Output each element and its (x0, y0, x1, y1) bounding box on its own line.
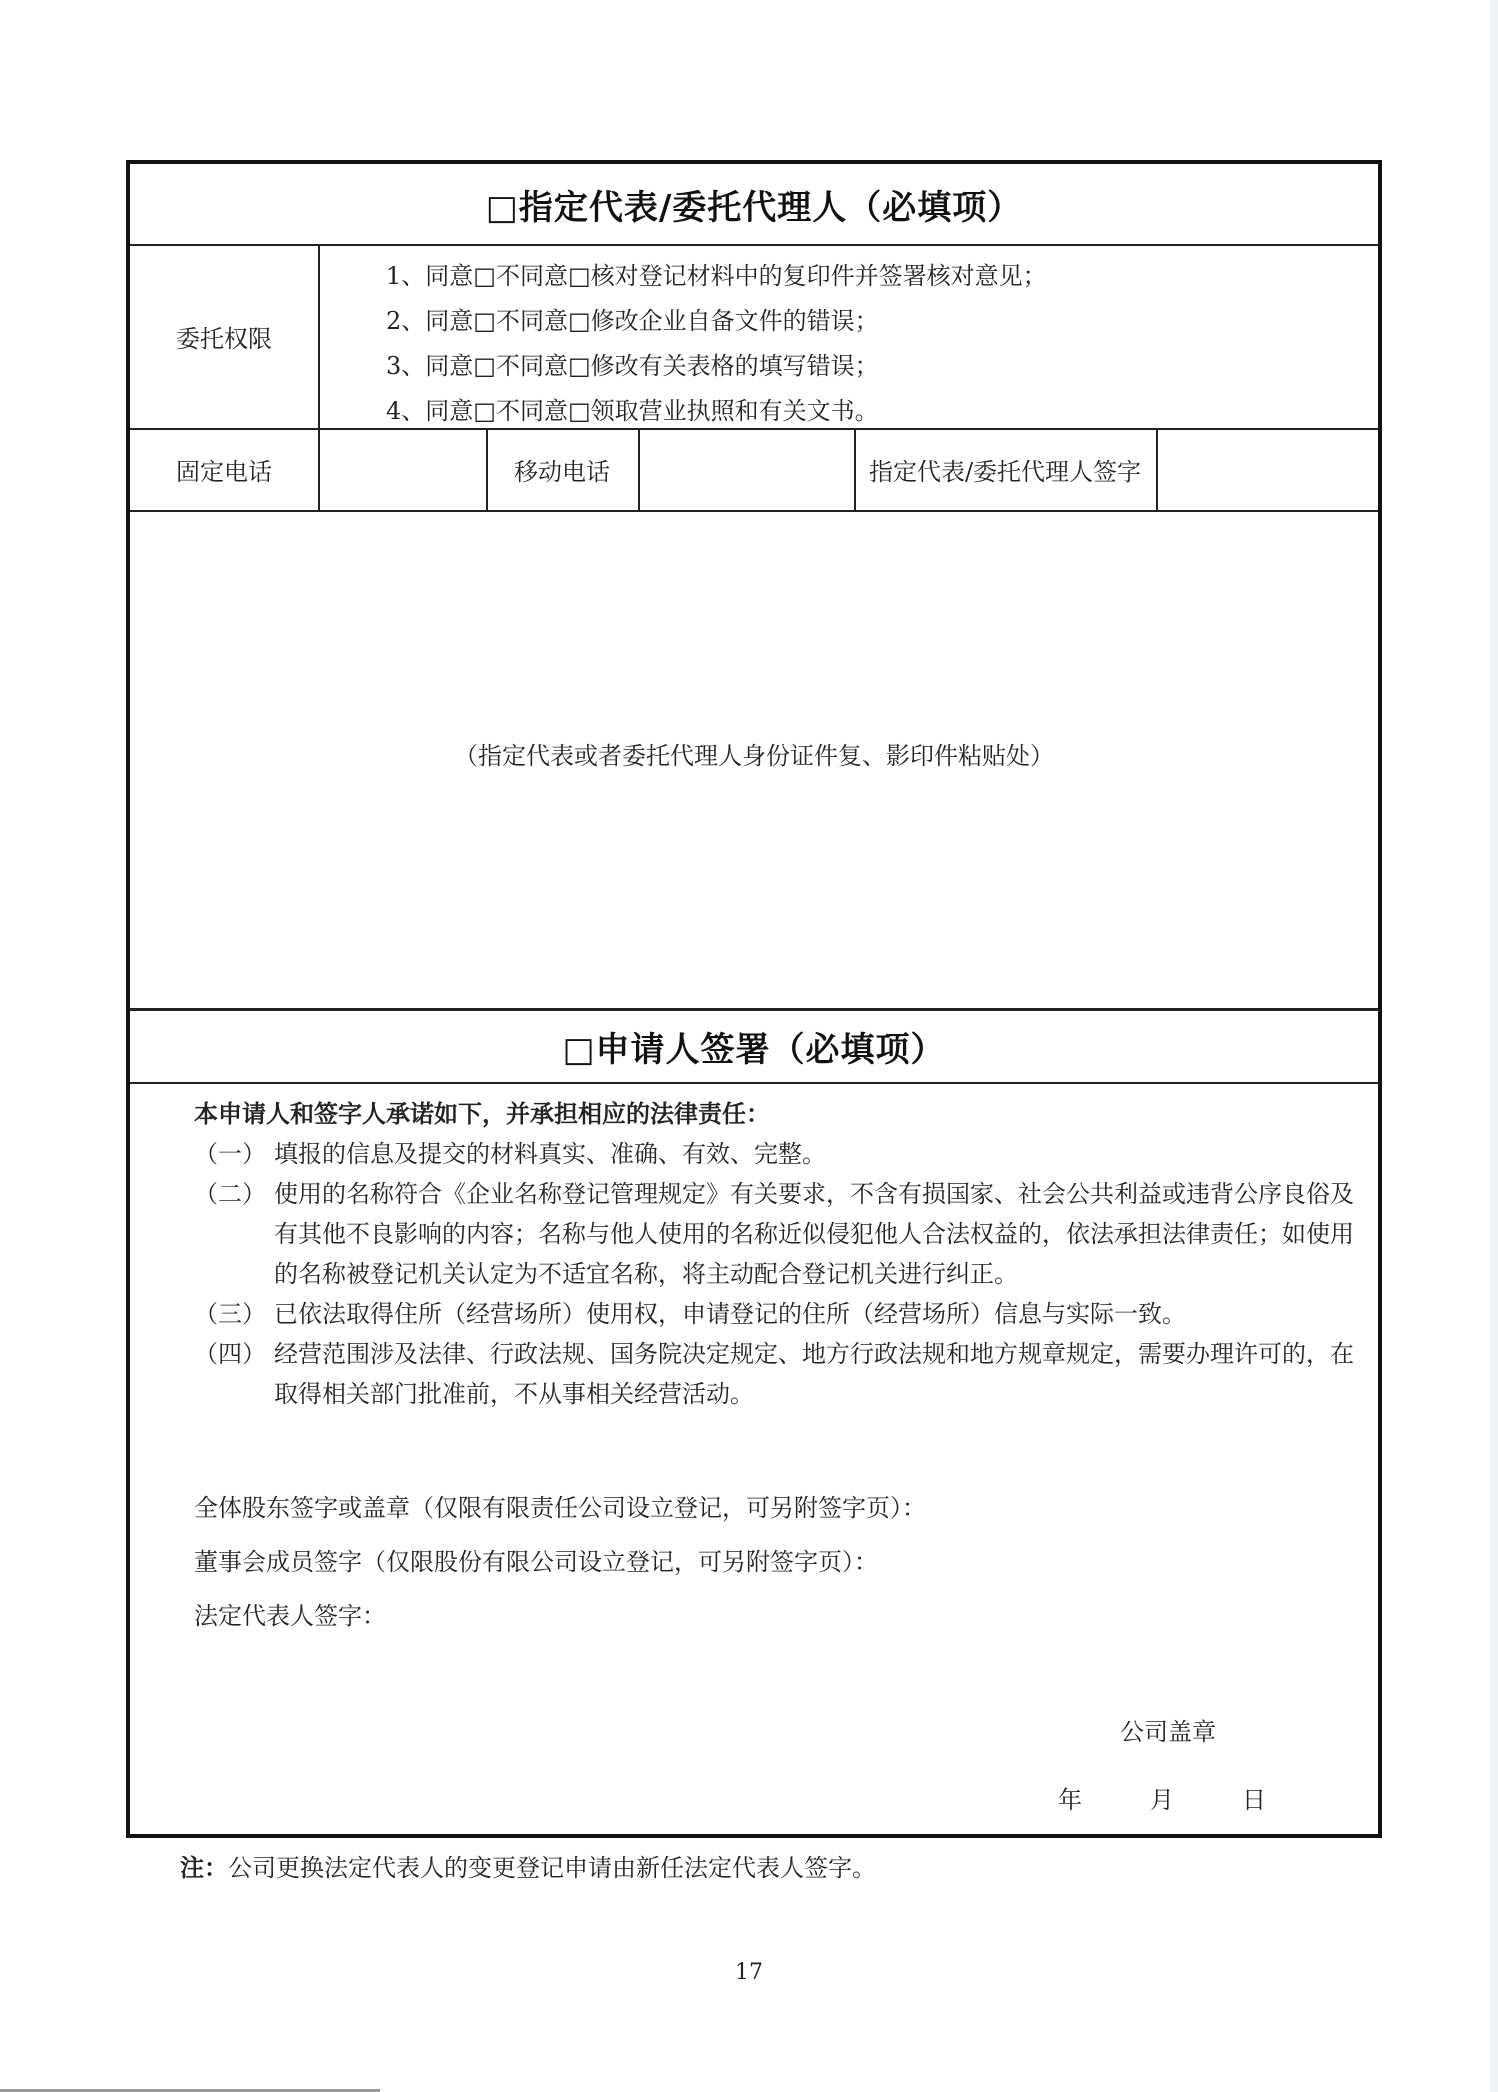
date-year: 年 (1058, 1786, 1082, 1814)
pledge-block (194, 1094, 1354, 1414)
divider (1156, 428, 1158, 510)
mobile-phone-label: 移动电话 (514, 457, 610, 486)
pledge-item (194, 1174, 1354, 1294)
authority-item-3: 3、同意□不同意□修改有关表格的填写错误； (386, 352, 879, 380)
section1-title: □指定代表/委托代理人（必填项） (485, 187, 1023, 228)
authority-item-1: 1、同意□不同意□核对登记材料中的复印件并签署核对意见； (386, 262, 1047, 290)
pledge-item-text: 使用的名称符合《企业名称登记管理规定》有关要求，不含有损国家、社会公共利益或违背公序良俗及有其他不良影响的内容；名称与他人使用的名称近似侵犯他人合法权益的，依法承担法律责任；如使用的名称被登记机关认定为不适宜名称，将主动配合登记机关进行纠正。 (274, 1180, 1354, 1288)
divider (318, 244, 320, 510)
date-month: 月 (1150, 1786, 1174, 1814)
pledge-item (194, 1134, 1354, 1174)
page-edge (1490, 0, 1498, 2092)
board-signature-line: 董事会成员签字（仅限股份有限公司设立登记，可另附签字页）： (194, 1548, 878, 1576)
pledge-item-text: 填报的信息及提交的材料真实、准确、有效、完整。 (274, 1140, 826, 1168)
pledge-item-number: （二） (194, 1180, 266, 1208)
footnote (180, 1848, 876, 1883)
pledge-item (194, 1334, 1354, 1414)
authority-item-4: 4、同意□不同意□领取营业执照和有关文书。 (386, 397, 879, 425)
pledge-item (194, 1294, 1354, 1334)
id-paste-hint: （指定代表或者委托代理人身份证件复、影印件粘贴处） (454, 742, 1054, 770)
signature-label: 指定代表/委托代理人签字 (868, 457, 1142, 486)
authority-label: 委托权限 (176, 324, 272, 353)
legal-rep-signature-line: 法定代表人签字： (194, 1602, 386, 1630)
pledge-item-number: （一） (194, 1140, 266, 1168)
fixed-phone-label: 固定电话 (176, 457, 272, 486)
divider (130, 510, 1378, 512)
pledge-item-text: 经营范围涉及法律、行政法规、国务院决定规定、地方行政法规和地方规章规定，需要办理许可的，在取得相关部门批准前，不从事相关经营活动。 (274, 1340, 1354, 1408)
pledge-item-text: 已依法取得住所（经营场所）使用权，申请登记的住所（经营场所）信息与实际一致。 (274, 1300, 1186, 1328)
pledge-lead: 本申请人和签字人承诺如下，并承担相应的法律责任： (194, 1100, 770, 1128)
authority-item-2: 2、同意□不同意□修改企业自备文件的错误； (386, 307, 879, 335)
form-table (126, 160, 1382, 1838)
company-seal-label: 公司盖章 (1120, 1718, 1216, 1746)
divider (638, 428, 640, 510)
divider (130, 1082, 1378, 1084)
footnote-prefix: 注： (180, 1854, 228, 1882)
pledge-item-number: （三） (194, 1300, 266, 1328)
shareholders-signature-line: 全体股东签字或盖章（仅限有限责任公司设立登记，可另附签字页）： (194, 1494, 926, 1522)
page-number: 17 (735, 1960, 763, 1985)
footnote-text: 公司更换法定代表人的变更登记申请由新任法定代表人签字。 (228, 1854, 876, 1882)
section2-title: □申请人签署（必填项） (562, 1029, 946, 1070)
pledge-item-number: （四） (194, 1340, 266, 1368)
date-day: 日 (1242, 1786, 1266, 1814)
